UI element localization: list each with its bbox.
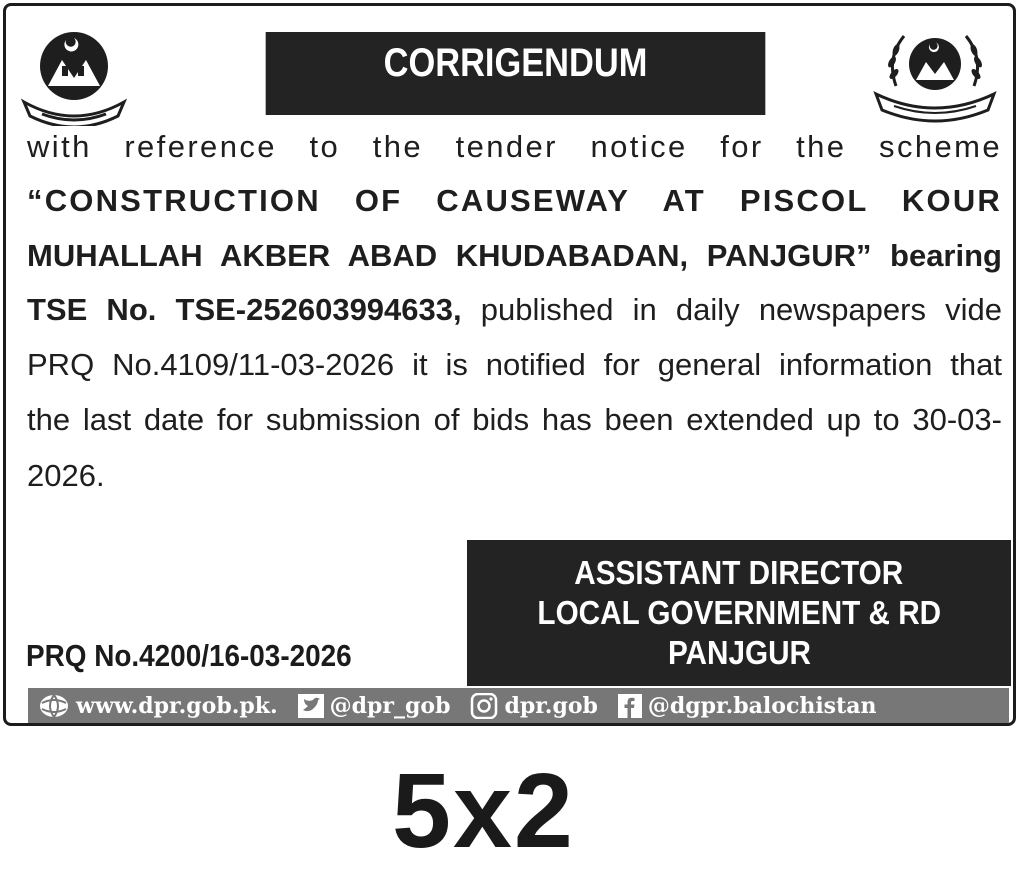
signatory-block [467, 540, 1011, 686]
facebook-icon [618, 694, 642, 718]
signatory-location: PANJGUR [667, 634, 811, 671]
body-line-2-scheme-name: “CONSTRUCTION OF CAUSEWAY AT PISCOL KOUR [27, 183, 1002, 218]
prq-reference: PRQ No.4200/16-03-2026 [26, 638, 352, 673]
twitter-icon [298, 694, 324, 718]
body-line-1: with reference to the tender notice for the scheme [27, 129, 1002, 164]
ad-size-label: 5x2 [392, 752, 575, 870]
dgpr-emblem-right-icon [868, 22, 1002, 126]
signatory-department: LOCAL GOVERNMENT & RD [537, 594, 941, 631]
bearing-text: bearing [871, 238, 1002, 273]
body-line-7: 2026. [27, 458, 105, 493]
facebook-link[interactable] [618, 693, 877, 719]
globe-icon [38, 693, 70, 719]
signatory-title: ASSISTANT DIRECTOR [574, 554, 904, 591]
facebook-handle: @dgpr.balochistan [647, 693, 877, 719]
instagram-icon [470, 693, 498, 719]
published-text: published in daily newspapers vide [461, 292, 1002, 327]
instagram-handle: dpr.gob [504, 693, 598, 719]
notice-title: CORRIGENDUM [383, 41, 648, 85]
website-text: www.dpr.gob.pk. [76, 693, 278, 719]
twitter-link[interactable] [298, 693, 451, 719]
website-link[interactable] [38, 693, 278, 719]
instagram-link[interactable] [470, 693, 597, 719]
social-media-bar [28, 688, 1009, 724]
tse-number: TSE No. TSE-252603994633, [27, 292, 462, 327]
balochistan-emblem-left-icon [18, 26, 130, 126]
body-line-5: PRQ No.4109/11-03-2026 it is notified for general information that [27, 347, 1002, 382]
twitter-handle: @dpr_gob [329, 693, 451, 719]
scheme-name-continued: MUHALLAH AKBER ABAD KHUDABADAN, PANJGUR” [27, 238, 872, 273]
body-line-6: the last date for submission of bids has been extended up to 30-03- [27, 402, 1002, 437]
body-line-4 [27, 293, 1002, 327]
advertisement-frame [3, 3, 1016, 726]
body-line-3 [27, 239, 1002, 273]
title-banner [266, 32, 766, 115]
